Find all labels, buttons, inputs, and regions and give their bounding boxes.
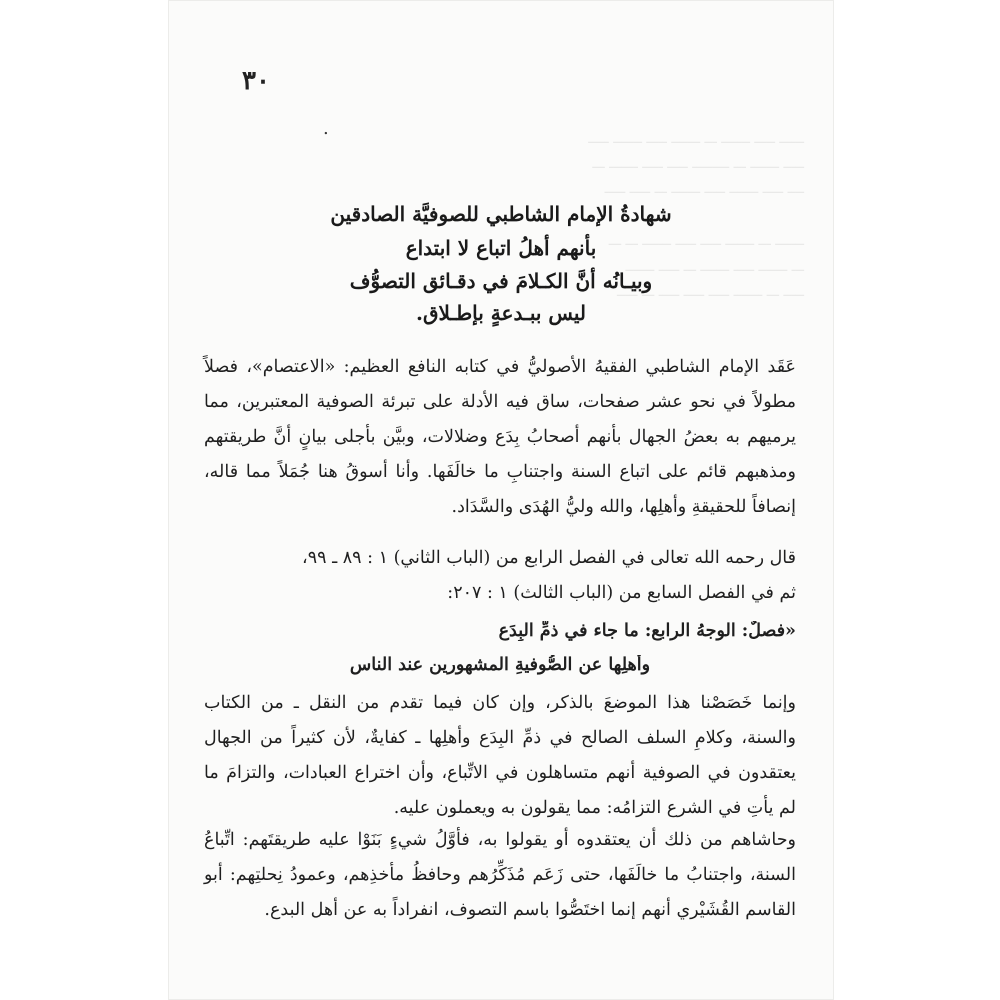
body-paragraph-1: وإنما خَصَصْنا هذا الموضعَ بالذكر، وإن كان فيما تقدم من النقل ـ من الكتاب والسنة، وكلامِ السلف الصالح في ذمِّ البِدَع وأهلِها ـ كفايةٌ، لأن كثيراً من الجهال يعتقدون في الصوفية أنهم متساهلون في الاتِّباع، وأن اختراع العبادات، والتزامَ ما لم يأتِ في الشرع التزامُه: مما يقولون به ويعملون عليه.: [204, 693, 796, 818]
citation-line-1: قال رحمه الله تعالى في الفصل الرابع من (الباب الثاني) ١ : ٨٩ ـ ٩٩،: [302, 548, 796, 568]
page-number: ٣٠: [242, 66, 270, 96]
citation-line-2: ثم في الفصل السابع من (الباب الثالث) ١ : ٢٠٧:: [447, 583, 796, 603]
chapter-title-line-3: وبيـانُه أنَّ الكـلامَ في دقـائق التصوُّف: [349, 269, 653, 293]
book-page: ــــــ ـــــ ـــــــ ـــ ـــــــ ـــــ ـــــــ ـــــ ـــــ ـــــــ ـــ ـــــــــ ـــــ ـــــ ـــــــ ـــ ــــ ـــــ ـــــــ ـــــ ـــــــ ـــ ـــــ ـــــ ـــــــ ـــ ـــــــ ـــــ ـــــ ـــــــ ـــ ـــ ـــ ـــــــ ـــــ ـــــــ ـــ ـــــ ـــــــ ـــــ ـــ ـــــــ ـــــ ـــــ ـــــ ـــ ـــــ ٣٠ . شهادةُ الإمام الشاطبي للصوفيَّة الصادقين بأنهم أهلُ اتباع لا ابتداع وبيـانُه أنَّ الكـلامَ في دقـائق التصوُّف ليس ببـدعةٍ بإطـلاق. عَقَد الإمام الشاطبي الفقيهُ الأصوليُّ في كتابه النافع العظيم: «الاعتصام»، فصلاً مطولاً في نحو عشر صفحات، ساق فيه الأدلة على تبرئة الصوفية المعتبرين، مما يرميهم به بعضُ الجهال بأنهم أصحابُ بِدَع وضلالات، وبيَّن بأجلى بيانٍ أنَّ طريقتهم ومذهبهم قائم على اتباع السنة واجتنابِ ما خالَفَها. وأنا أسوقُ هنا جُمَلاً مما قاله، إنصافاً للحقيقةِ وأهلِها، والله وليُّ الهُدَى والسَّدَاد. قال رحمه الله تعالى في الفصل الرابع من (الباب الثاني) ١ : ٨٩ ـ ٩٩، ثم في الفصل السابع من (الباب الثالث) ١ : ٢٠٧: «فصلٌ: الوجهُ الرابع: ما جاء في ذمِّ البِدَع وأهلِها عن الصُّوفيةِ المشهورين عند الناس وإنما خَصَصْنا هذا الموضعَ بالذكر، وإن كان فيما تقدم من النقل ـ من الكتاب والسنة، وكلامِ السلف الصالح في ذمِّ البِدَع وأهلِها ـ كفايةٌ، لأن كثيراً من الجهال يعتقدون في الصوفية أنهم متساهلون في الاتِّباع، وأن اختراع العبادات، والتزامَ ما لم يأتِ في الشرع التزامُه: مما يقولون به ويعملون عليه. وحاشاهم من ذلك أن يعتقدوه أو يقولوا به، فأوَّلُ شيءٍ بَنَوْا عليه طريقتَهم: اتِّباعُ السنة، واجتنابُ ما خالَفَها، حتى زَعَم مُذَكِّرُهم وحافظُ مأخذِهم، وعمودُ نِحلتِهم: أبو القاسم القُشَيْري أنهم إنما اختَصُّوا باسم التصوف، انفراداً به عن أهل البدع.: [168, 0, 834, 1000]
section-heading-line-1: «فصلٌ: الوجهُ الرابع: ما جاء في ذمِّ البِدَع: [498, 621, 796, 641]
body-paragraph-2: وحاشاهم من ذلك أن يعتقدوه أو يقولوا به، فأوَّلُ شيءٍ بَنَوْا عليه طريقتَهم: اتِّباعُ السنة، واجتنابُ ما خالَفَها، حتى زَعَم مُذَكِّرُهم وحافظُ مأخذِهم، وعمودُ نِحلتِهم: أبو القاسم القُشَيْري أنهم إنما اختَصُّوا باسم التصوف، انفراداً به عن أهل البدع.: [204, 830, 796, 920]
chapter-title-line-4: ليس ببـدعةٍ بإطـلاق.: [415, 301, 587, 325]
chapter-title-line-1: شهادةُ الإمام الشاطبي للصوفيَّة الصادقين: [330, 202, 672, 226]
chapter-title-line-2: بأنهم أهلُ اتباع لا ابتداع: [405, 236, 597, 260]
ornament-dot: .: [323, 118, 329, 139]
section-heading-line-2: وأهلِها عن الصُّوفيةِ المشهورين عند الناس: [349, 655, 651, 675]
intro-paragraph: عَقَد الإمام الشاطبي الفقيهُ الأصوليُّ في كتابه النافع العظيم: «الاعتصام»، فصلاً مطولاً في نحو عشر صفحات، ساق فيه الأدلة على تبرئة الصوفية المعتبرين، مما يرميهم به بعضُ الجهال بأنهم أصحابُ بِدَع وضلالات، وبيَّن بأجلى بيانٍ أنَّ طريقتهم ومذهبهم قائم على اتباع السنة واجتنابِ ما خالَفَها. وأنا أسوقُ هنا جُمَلاً مما قاله، إنصافاً للحقيقةِ وأهلِها، والله وليُّ الهُدَى والسَّدَاد.: [204, 357, 796, 517]
